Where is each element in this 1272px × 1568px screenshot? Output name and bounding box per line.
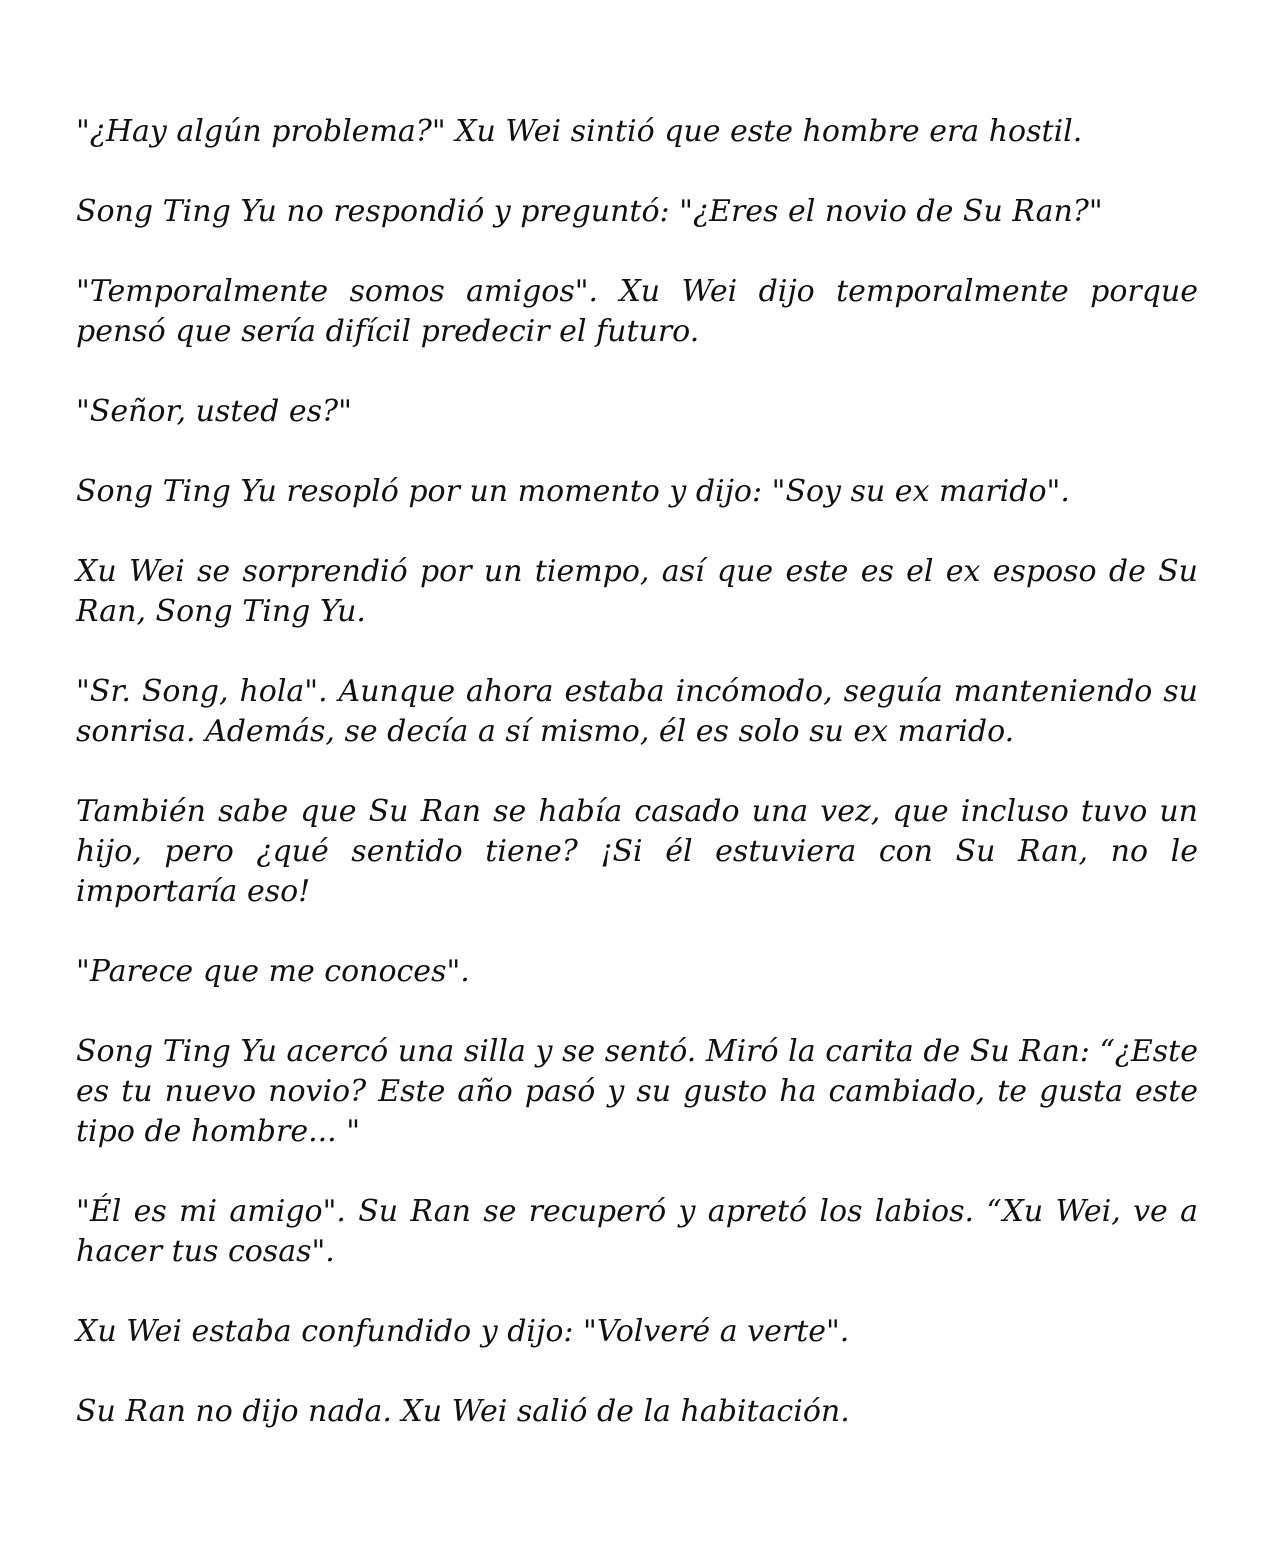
- paragraph: Song Ting Yu no respondió y preguntó: "¿Eres el novio de Su Ran?": [76, 194, 1103, 229]
- paragraph: "Temporalmente somos amigos". Xu Wei dijo temporalmente porque pensó que sería difícil predecir el futuro.: [76, 274, 1198, 349]
- paragraph: "Señor, usted es?": [76, 394, 352, 429]
- paragraph: "Parece que me conoces".: [76, 954, 470, 989]
- paragraph: Xu Wei estaba confundido y dijo: "Volveré a verte".: [76, 1314, 850, 1349]
- paragraph: Xu Wei se sorprendió por un tiempo, así que este es el ex esposo de Su Ran, Song Ting Yu.: [76, 554, 1198, 629]
- document-page: [76, 112, 1198, 1432]
- paragraph: "Él es mi amigo". Su Ran se recuperó y apretó los labios. “Xu Wei, ve a hacer tus cosas".: [76, 1194, 1198, 1269]
- paragraph: Su Ran no dijo nada. Xu Wei salió de la habitación.: [76, 1394, 850, 1429]
- paragraph: También sabe que Su Ran se había casado una vez, que incluso tuvo un hijo, pero ¿qué sentido tiene? ¡Si él estuviera con Su Ran, no le importaría eso!: [76, 794, 1198, 909]
- paragraph: "Sr. Song, hola". Aunque ahora estaba incómodo, seguía manteniendo su sonrisa. Además, se decía a sí mismo, él es solo su ex marido.: [76, 674, 1198, 749]
- paragraph: "¿Hay algún problema?" Xu Wei sintió que este hombre era hostil.: [76, 114, 1083, 149]
- paragraph: Song Ting Yu resopló por un momento y dijo: "Soy su ex marido".: [76, 474, 1070, 509]
- paragraph: Song Ting Yu acercó una silla y se sentó. Miró la carita de Su Ran: “¿Este es tu nuevo novio? Este año pasó y su gusto ha cambiado, te gusta este tipo de hombre... ": [76, 1034, 1198, 1149]
